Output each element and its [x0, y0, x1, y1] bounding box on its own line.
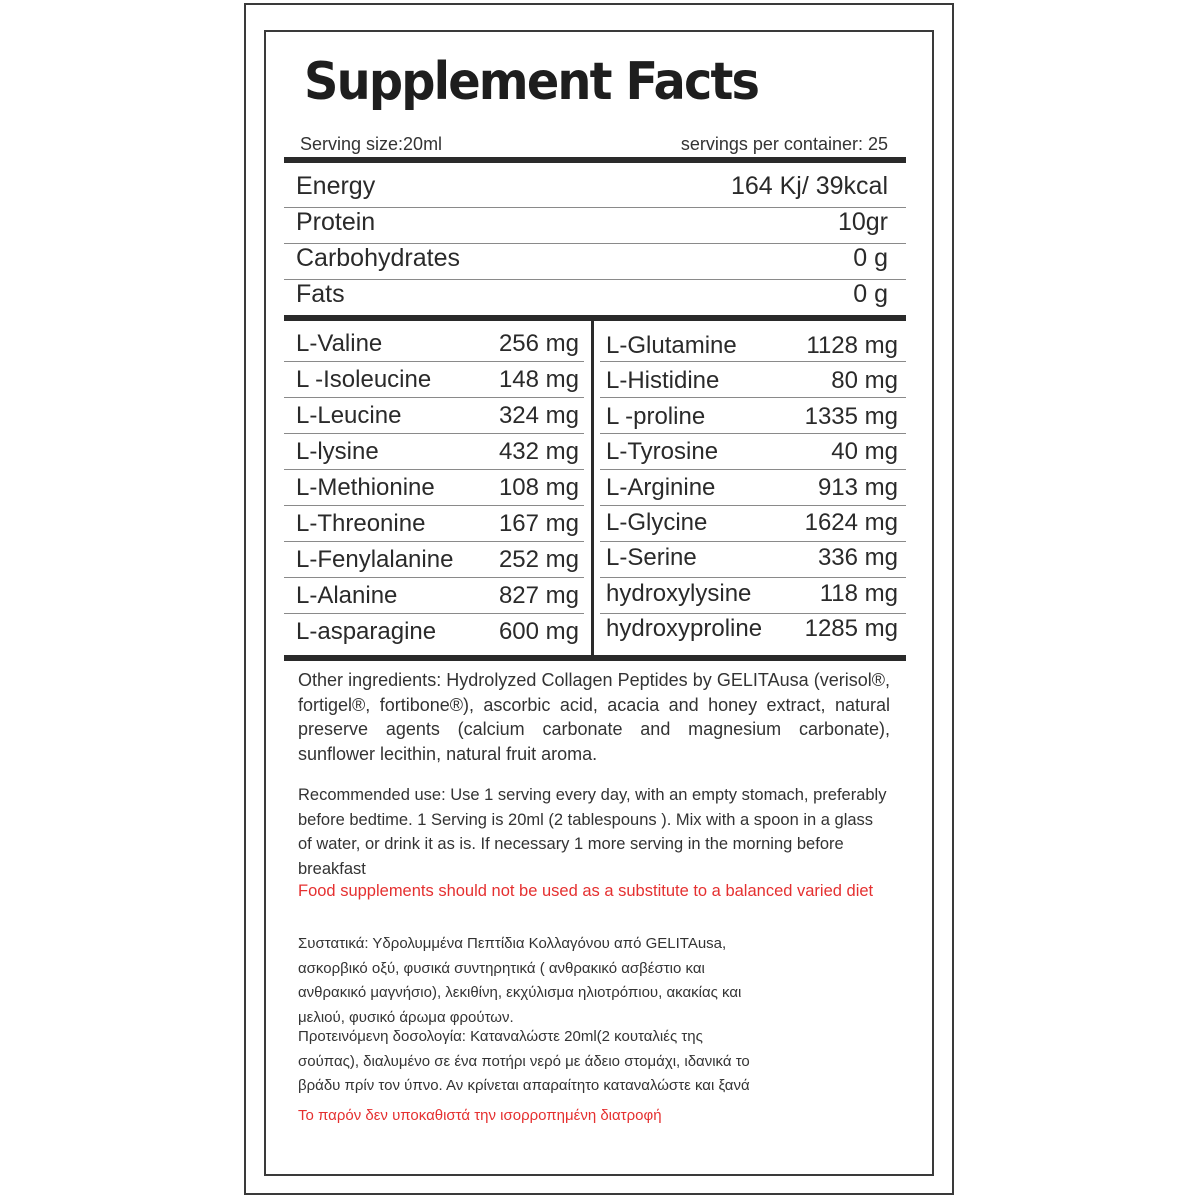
nutrition-separator	[284, 279, 906, 280]
amino-value: 118 mg	[819, 580, 898, 607]
amino-name: L-Alanine	[296, 582, 398, 609]
amino-separator-left	[284, 613, 584, 614]
amino-name: L-Threonine	[296, 510, 426, 537]
amino-name: L-Serine	[606, 544, 697, 571]
greek-line: ασκορβικό οξύ, φυσικά συντηρητικά ( ανθρακικό ασβέστιο και	[298, 959, 705, 977]
amino-separator-right	[600, 397, 906, 398]
recommended-use: Recommended use: Use 1 serving every day, with an empty stomach, preferably before bedtime. 1 Serving is 20ml (2 tablespouns ). Mix with a spoon in a glass of water, or drink it as is. If necessary 1 more serving in the morning before breakfast	[298, 786, 887, 878]
amino-value: 252 mg	[498, 546, 579, 573]
amino-name: L -Isoleucine	[296, 366, 432, 393]
amino-name: L-Tyrosine	[606, 438, 719, 465]
amino-name: L-Histidine	[606, 367, 720, 394]
greek-line: Προτεινόμενη δοσολογία: Καταναλώστε 20ml(2 κουταλιές της	[298, 1028, 703, 1045]
amino-value: 324 mg	[498, 402, 579, 429]
amino-value: 80 mg	[831, 367, 898, 394]
amino-separator-right	[600, 577, 906, 578]
amino-value: 256 mg	[498, 330, 579, 357]
amino-name: L-lysine	[296, 438, 379, 465]
column-divider	[591, 321, 594, 657]
amino-value: 827 mg	[498, 582, 579, 609]
amino-separator-left	[284, 577, 584, 578]
amino-separator-right	[600, 469, 906, 470]
other-ingredients: Other ingredients: Hydrolyzed Collagen Peptides by GELITAusa (verisol®, fortigel®, fortibone®), ascorbic acid, acacia and honey extract, natural preserve agents (calcium carbonate and magnesium carbonate), sunflower lecithin, natural fruit aroma.	[298, 670, 890, 764]
greek-line: ανθρακικό μαγνήσιο), λεκιθίνη, εκχύλισμα ηλιοτρόπιου, ακακίας και	[298, 984, 742, 1001]
amino-name: hydroxyproline	[606, 615, 763, 642]
amino-separator-left	[284, 505, 584, 506]
nutrition-value: 0 g	[853, 280, 888, 308]
amino-name: L-Leucine	[296, 402, 402, 429]
amino-separator-right	[600, 613, 906, 614]
amino-separator-left	[284, 397, 584, 398]
servings-per-container: servings per container: 25	[680, 134, 888, 154]
amino-name: hydroxylysine	[606, 580, 752, 607]
amino-value: 432 mg	[498, 438, 579, 465]
amino-separator-left	[284, 469, 584, 470]
amino-value: 1128 mg	[806, 332, 898, 359]
amino-separator-left	[284, 361, 584, 362]
nutrition-value: 10gr	[837, 208, 888, 236]
nutrition-separator	[284, 207, 906, 208]
nutrition-name: Fats	[296, 280, 345, 308]
amino-separator-left	[284, 541, 584, 542]
warning-en: Food supplements should not be used as a substitute to a balanced varied diet	[298, 882, 874, 900]
amino-separator-right	[600, 505, 906, 506]
nutrition-name: Energy	[296, 172, 376, 200]
nutrition-name: Carbohydrates	[296, 244, 460, 272]
amino-value: 148 mg	[498, 366, 579, 393]
serving-size: Serving size:20ml	[300, 134, 443, 154]
amino-separator-right	[600, 361, 906, 362]
warning-gr: Το παρόν δεν υποκαθιστά την ισορροπημένη διατροφή	[298, 1107, 662, 1124]
amino-separator-right	[600, 541, 906, 542]
amino-name: L-Methionine	[296, 474, 435, 501]
greek-line: μελιού, φυσικό άρωμα φρούτων.	[298, 1008, 514, 1026]
amino-name: L-Fenylalanine	[296, 546, 454, 573]
amino-name: L-asparagine	[296, 618, 437, 645]
greek-ingredients	[298, 932, 890, 1030]
amino-name: L-Arginine	[606, 474, 716, 501]
amino-value: 40 mg	[831, 438, 898, 465]
amino-name: L-Glycine	[606, 509, 708, 536]
amino-value: 108 mg	[498, 474, 579, 501]
greek-line: Συστατικά: Υδρολυμμένα Πεπτίδια Κολλαγόνου από GELITAusa,	[298, 935, 727, 952]
rule-bottom	[284, 655, 906, 661]
greek-line: σούπας), διαλυμένο σε ένα ποτήρι νερό με άδειο στομάχι, ιδανικά το	[298, 1052, 750, 1070]
nutrition-name: Protein	[296, 208, 376, 236]
rule-middle	[284, 315, 906, 321]
amino-value: 336 mg	[817, 544, 898, 571]
nutrition-value: 164 Kj/ 39kcal	[730, 172, 888, 200]
amino-name: L -proline	[606, 403, 706, 430]
greek-dosage	[298, 1025, 890, 1099]
amino-value: 1335 mg	[804, 403, 898, 430]
nutrition-value: 0 g	[853, 244, 888, 272]
amino-name: L-Valine	[296, 330, 383, 357]
amino-value: 1285 mg	[804, 615, 898, 642]
amino-value: 1624 mg	[804, 509, 898, 536]
greek-line: βράδυ πρίν τον ύπνο. Αν κρίνεται απαραίτητο καταναλώστε και ξανά	[298, 1077, 750, 1094]
label-title: Supplement Facts	[304, 52, 759, 112]
amino-separator-right	[600, 433, 906, 434]
rule-top	[284, 157, 906, 163]
amino-value: 600 mg	[498, 618, 579, 645]
amino-value: 167 mg	[498, 510, 579, 537]
amino-value: 913 mg	[817, 474, 898, 501]
amino-separator-left	[284, 433, 584, 434]
amino-name: L-Glutamine	[606, 332, 737, 359]
